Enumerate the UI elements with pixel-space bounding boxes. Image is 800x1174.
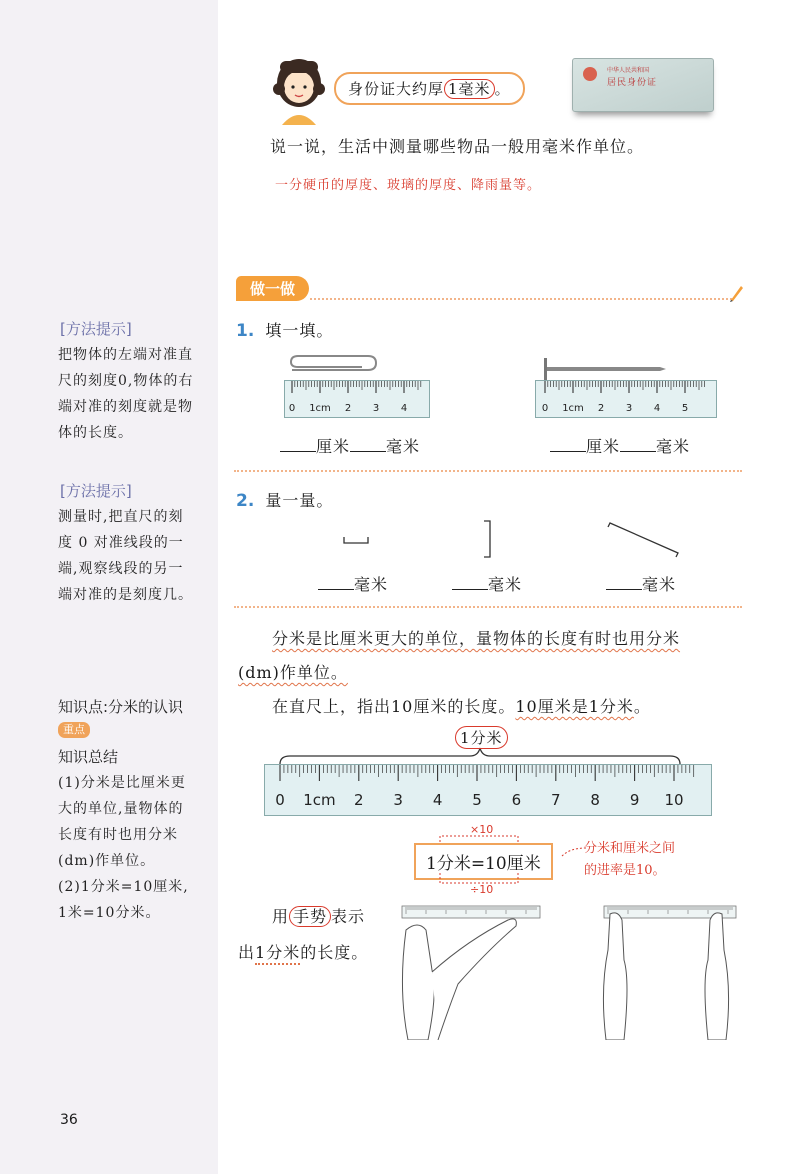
summary-line: 大的单位,量物体的: [58, 801, 184, 817]
summary-line: (1)分米是比厘米更: [58, 775, 186, 791]
q2-answer-b: [452, 572, 522, 595]
ruler-label: 2: [344, 403, 352, 414]
say-answer: 一分硬币的厚度、玻璃的厚度、降雨量等。: [275, 178, 542, 193]
times-ten: ×10: [470, 823, 494, 836]
ruler-label: 3: [393, 791, 403, 809]
summary-line: 长度有时也用分米: [58, 827, 178, 843]
q2-title: 量一量。: [265, 491, 334, 510]
say-prompt: 说一说，生活中测量哪些物品一般用毫米作单位。: [270, 137, 645, 156]
bubble-circled-text: 1毫米: [444, 79, 495, 99]
tip1-line: 尺的刻度0,物体的右: [58, 373, 194, 389]
tip2-line: 度 0 对准线段的一: [58, 535, 184, 551]
divide-ten: ÷10: [470, 883, 494, 896]
brace-label: 1分米: [455, 726, 508, 749]
gesture-image-left: [398, 900, 544, 1040]
gesture-line2-pre: 出: [238, 943, 256, 962]
tip2-heading: [方法提示]: [60, 482, 132, 500]
gesture-line2-post: 的长度。: [300, 943, 369, 962]
ruler-label: 1cm: [562, 403, 584, 414]
tip1-heading: [方法提示]: [60, 320, 132, 338]
bubble-text-pre: 身份证大约厚: [348, 80, 445, 98]
q2-heading: [236, 488, 333, 511]
ruler-label: 4: [653, 403, 661, 414]
q1-heading: [236, 318, 333, 341]
section-divider-1: [234, 470, 742, 472]
id-card-image: [572, 58, 714, 112]
gesture-line1: [272, 904, 365, 927]
blank-q2-b[interactable]: [452, 575, 488, 590]
tag-divider: [310, 298, 732, 300]
ratio-note-line1: 分米和厘米之间: [584, 841, 676, 856]
ruler-label: 1cm: [303, 791, 336, 809]
ruler-label: 0: [275, 791, 285, 809]
segment-c: [608, 523, 678, 557]
ruler-label: 2: [354, 791, 364, 809]
ruler-label: 10: [664, 791, 684, 809]
gesture-line2-dotted: 1分米: [255, 943, 300, 965]
practice-tag: 做一做: [236, 276, 309, 301]
q1-title: 填一填。: [265, 321, 334, 340]
q1-answer-b: [550, 434, 690, 457]
blank-q2-c[interactable]: [606, 575, 642, 590]
dm-paragraph-line1: [272, 626, 680, 649]
dm-instruction: [272, 694, 651, 717]
dm-instruction-b: 10厘米是1分米: [515, 697, 634, 716]
paperclip-image: [288, 350, 378, 380]
tip1-line: 把物体的左端对准直: [58, 347, 193, 363]
dm-instruction-c: 。: [633, 697, 651, 716]
q1-number: 1.: [236, 321, 255, 341]
id-card-line1: 中华人民共和国: [607, 67, 650, 74]
gesture-line2: [238, 940, 368, 963]
tip1-line: 体的长度。: [58, 425, 133, 441]
q2-answer-a: [318, 572, 388, 595]
tip1-line: 端对准的刻度就是物: [58, 399, 193, 415]
dm-para-text1: 分米是比厘米更大的单位，量物体的长度有时也用分米: [272, 629, 681, 648]
girl-illustration: [268, 55, 330, 125]
unit-mm-a: 毫米: [386, 437, 421, 456]
knowledge-point-title: 知识点:分米的认识: [58, 698, 184, 716]
emblem-icon: [583, 67, 597, 81]
ruler-label: 3: [372, 403, 380, 414]
section-divider-2: [234, 606, 742, 608]
blank-mm-a[interactable]: [350, 437, 386, 452]
ruler-a: [284, 380, 430, 418]
ruler-label: 4: [432, 791, 443, 809]
gesture-pre: 用: [272, 907, 290, 926]
q1-answer-a: [280, 434, 420, 457]
ruler-label: 5: [472, 791, 482, 809]
blank-cm-a[interactable]: [280, 437, 316, 452]
gesture-circled: 手势: [289, 906, 331, 927]
ruler-label: 0: [541, 403, 549, 414]
unit-cm-b: 厘米: [586, 437, 621, 456]
speech-bubble: [334, 72, 525, 105]
tip2-line: 测量时,把直尺的刻: [58, 509, 184, 525]
nail-image: [540, 356, 668, 380]
q2-number: 2.: [236, 491, 255, 511]
dm-para-text2: (dm)作单位。: [238, 663, 348, 682]
big-ruler: [264, 764, 712, 816]
ratio-note: [584, 838, 675, 882]
ratio-note-line2: 的进率是10。: [584, 863, 666, 878]
summary-line: 1米=10分米。: [58, 905, 161, 921]
unit-mm-b: 毫米: [656, 437, 691, 456]
ruler-label: 4: [400, 403, 408, 414]
formula-box: 1分米=10厘米: [414, 843, 553, 880]
gesture-post: 表示: [331, 907, 366, 926]
knowledge-summary-text: [58, 770, 189, 926]
ruler-label: 7: [551, 791, 561, 809]
blank-q2-a[interactable]: [318, 575, 354, 590]
ruler-label: 2: [597, 403, 605, 414]
unit-mm-q2-a: 毫米: [354, 575, 389, 594]
tip1-text: [58, 342, 193, 446]
tip2-line: 端对准的是刻度几。: [58, 587, 193, 603]
tip2-line: 端,观察线段的另一: [58, 561, 184, 577]
tip2-text: [58, 504, 193, 608]
ruler-label: 6: [511, 791, 522, 809]
key-point-badge: 重点: [58, 722, 90, 738]
dm-paragraph-line2: [238, 660, 348, 683]
blank-cm-b[interactable]: [550, 437, 586, 452]
knowledge-summary-heading: 知识总结: [58, 748, 119, 766]
segments-figure: [330, 515, 690, 565]
ruler-label: 0: [288, 403, 296, 414]
summary-line: (dm)作单位。: [58, 853, 156, 869]
unit-cm-a: 厘米: [316, 437, 351, 456]
pencil-icon: [728, 282, 744, 302]
ruler-label: 3: [625, 403, 633, 414]
summary-line: (2)1分米=10厘米,: [58, 879, 189, 895]
ruler-label: 9: [629, 791, 640, 809]
segment-a: [344, 537, 368, 543]
bubble-text-post: 。: [494, 80, 511, 98]
page-number: 36: [60, 1112, 78, 1128]
ruler-label: 1cm: [309, 403, 331, 414]
segment-b: [484, 521, 490, 557]
q2-answer-c: [606, 572, 676, 595]
unit-mm-q2-c: 毫米: [642, 575, 677, 594]
unit-mm-q2-b: 毫米: [488, 575, 523, 594]
ruler-label: 8: [590, 791, 600, 809]
ruler-label: 5: [681, 403, 689, 414]
ruler-b: [535, 380, 717, 418]
dm-instruction-a: 在直尺上，指出10厘米的长度。: [272, 697, 516, 716]
blank-mm-b[interactable]: [620, 437, 656, 452]
id-card-line2: 居民身份证: [607, 78, 658, 88]
gesture-image-right: [600, 900, 740, 1040]
